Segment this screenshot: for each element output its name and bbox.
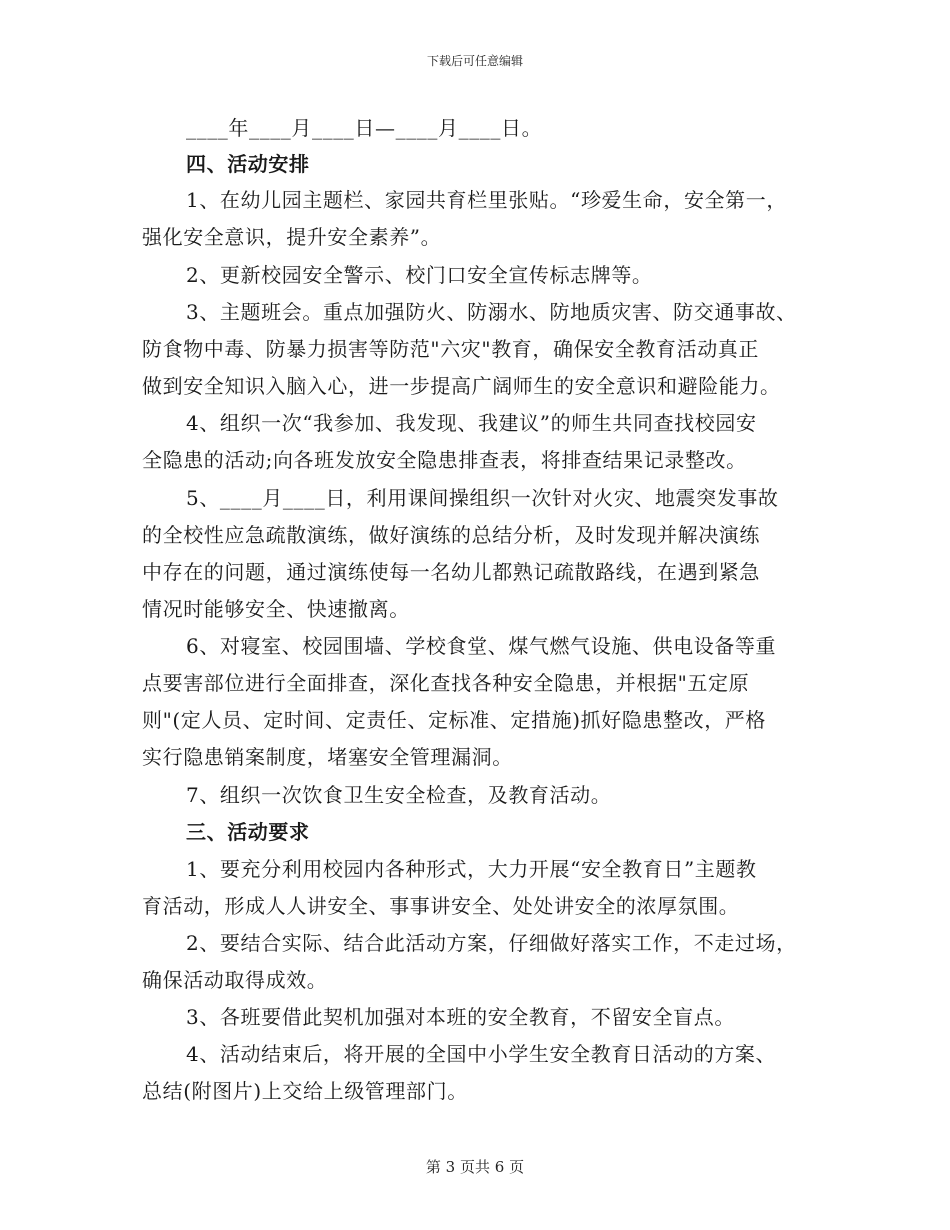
paragraph-line: 4、活动结束后，将开展的全国中小学生安全教育日活动的方案、 xyxy=(186,1042,777,1066)
paragraph-line: 实行隐患销案制度，堵塞安全管理漏洞。 xyxy=(142,745,513,769)
page-footer: 第 3 页共 6 页 xyxy=(425,1158,525,1176)
section-heading-activity-requirements: 三、活动要求 xyxy=(186,820,310,844)
paragraph-line: 4、组织一次“我参加、我发现、我建议”的师生共同查找校园安 xyxy=(186,411,757,435)
paragraph-line: 5、____月____日，利用课间操组织一次针对火灾、地震突发事故 xyxy=(186,486,779,510)
paragraph-line: 强化安全意识，提升安全素养”。 xyxy=(142,225,442,249)
section-heading-activity-arrangement: 四、活动安排 xyxy=(186,152,310,176)
paragraph-line: 全隐患的活动;向各班发放安全隐患排查表，将排查结果记录整改。 xyxy=(142,448,747,472)
paragraph-line: 做到安全知识入脑入心，进一步提高广阔师生的安全意识和避险能力。 xyxy=(142,374,781,398)
paragraph-line: 3、主题班会。重点加强防火、防溺水、防地质灾害、防交通事故、 xyxy=(186,300,797,324)
paragraph-line: 2、要结合实际、结合此活动方案，仔细做好落实工作，不走过场， xyxy=(186,931,797,955)
paragraph-line: 点要害部位进行全面排查，深化查找各种安全隐患，并根据"五定原 xyxy=(142,671,750,695)
paragraph-line: 7、组织一次饮食卫生安全检查，及教育活动。 xyxy=(186,783,612,807)
page-header: 下载后可任意编辑 xyxy=(426,54,523,68)
paragraph-line: 育活动，形成人人讲安全、事事讲安全、处处讲安全的浓厚氛围。 xyxy=(142,894,740,918)
paragraph-line: 确保活动取得成效。 xyxy=(142,968,328,992)
paragraph-line: 1、要充分利用校园内各种形式，大力开展“安全教育日”主题教 xyxy=(186,857,757,881)
paragraph-line: 3、各班要借此契机加强对本班的安全教育，不留安全盲点。 xyxy=(186,1005,735,1029)
paragraph-line: 总结(附图片)上交给上级管理部门。 xyxy=(142,1079,468,1103)
paragraph-line: 6、对寝室、校园围墙、学校食堂、煤气燃气设施、供电设备等重 xyxy=(186,634,777,658)
paragraph-line: 的全校性应急疏散演练，做好演练的总结分析，及时发现并解决演练 xyxy=(142,523,760,547)
paragraph-line: 中存在的问题，通过演练使每一名幼儿都熟记疏散路线，在遇到紧急 xyxy=(142,560,760,584)
paragraph-line: 情况时能够安全、快速撤离。 xyxy=(142,597,410,621)
date-range-line: ____年____月____日—____月____日。 xyxy=(186,116,543,140)
paragraph-line: 1、在幼儿园主题栏、家园共育栏里张贴。“珍爱生命，安全第一， xyxy=(186,188,787,212)
paragraph-line: 防食物中毒、防暴力损害等防范"六灾"教育，确保安全教育活动真正 xyxy=(142,337,759,361)
paragraph-line: 2、更新校园安全警示、校门口安全宣传标志牌等。 xyxy=(186,263,653,287)
paragraph-line: 则"(定人员、定时间、定责任、定标准、定措施)抓好隐患整改，严格 xyxy=(142,708,767,732)
